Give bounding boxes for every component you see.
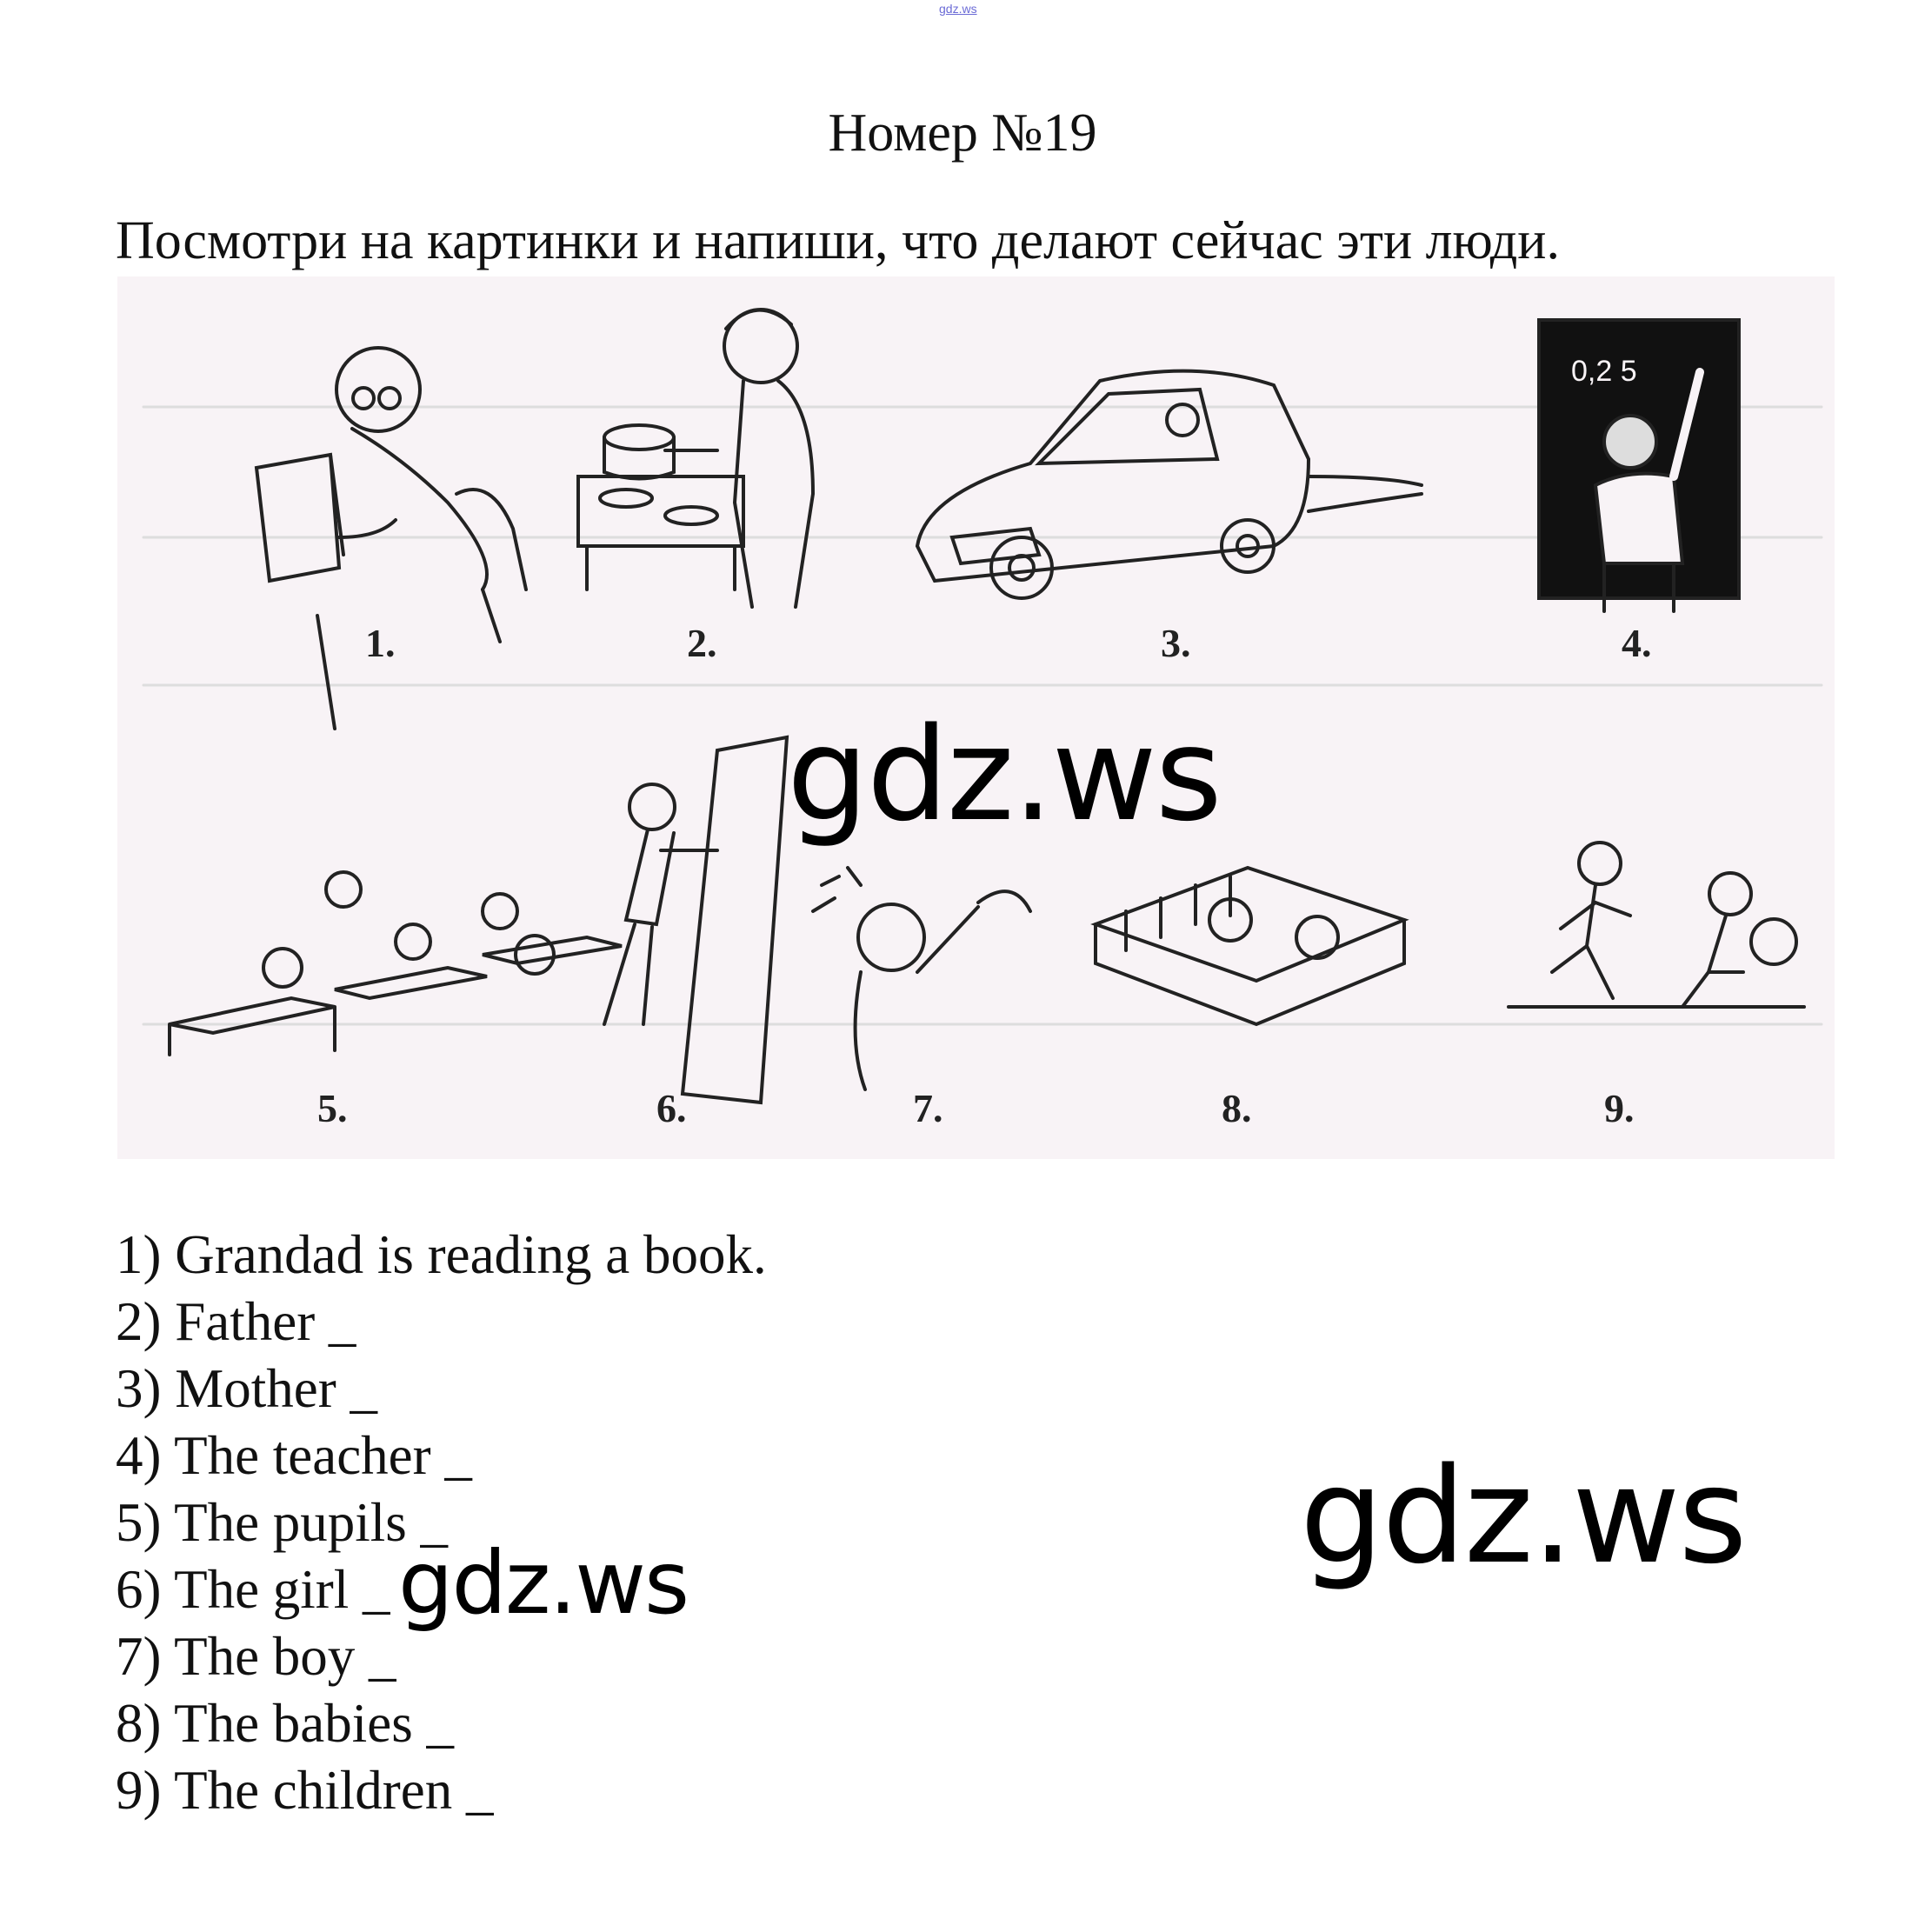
picture-number-6: 6. bbox=[656, 1086, 687, 1130]
answer-line: 3) Mother _ bbox=[116, 1358, 377, 1419]
children-football-picture bbox=[1509, 843, 1804, 1007]
picture-number-5: 5. bbox=[317, 1086, 348, 1130]
answer-line: 4) The teacher _ bbox=[116, 1425, 472, 1486]
picture-number-7: 7. bbox=[913, 1086, 943, 1130]
father-cooking-picture bbox=[578, 310, 813, 607]
answer-line: 5) The pupils _ bbox=[116, 1492, 449, 1553]
answer-line: 2) Father _ bbox=[116, 1291, 356, 1352]
answer-line: 1) Grandad is reading a book. bbox=[116, 1224, 767, 1285]
answer-line: 9) The children _ bbox=[116, 1760, 494, 1821]
picture-number-8: 8. bbox=[1222, 1086, 1252, 1130]
babies-crib-picture bbox=[1096, 868, 1404, 1024]
answer-line: 8) The babies _ bbox=[116, 1693, 454, 1754]
picture-number-9: 9. bbox=[1604, 1086, 1635, 1130]
picture-number-4: 4. bbox=[1622, 621, 1652, 665]
girl-door-picture bbox=[604, 737, 787, 1103]
picture-number-1: 1. bbox=[365, 621, 396, 665]
watermark: gdz.ws bbox=[1300, 1439, 1746, 1593]
watermark: gdz.ws bbox=[787, 700, 1221, 849]
boy-shower-picture bbox=[813, 868, 1030, 1089]
task-instruction: Посмотри на картинки и напиши, что делают сейчас эти люди. bbox=[116, 211, 1560, 270]
teacher-blackboard-picture bbox=[1539, 320, 1739, 611]
picture-number-3: 3. bbox=[1161, 621, 1191, 665]
page-title: Номер №19 bbox=[828, 103, 1097, 163]
picture-number-2: 2. bbox=[687, 621, 717, 665]
pupils-picture bbox=[170, 872, 622, 1055]
answer-line: 6) The girl _ bbox=[116, 1559, 390, 1620]
blackboard-text: 0,2 5 bbox=[1571, 355, 1637, 388]
answer-line: 7) The boy _ bbox=[116, 1626, 396, 1687]
mother-driving-picture bbox=[917, 371, 1422, 598]
watermark: gdz.ws bbox=[398, 1532, 689, 1634]
answer-list bbox=[116, 1222, 767, 1824]
top-watermark: gdz.ws bbox=[939, 2, 977, 16]
